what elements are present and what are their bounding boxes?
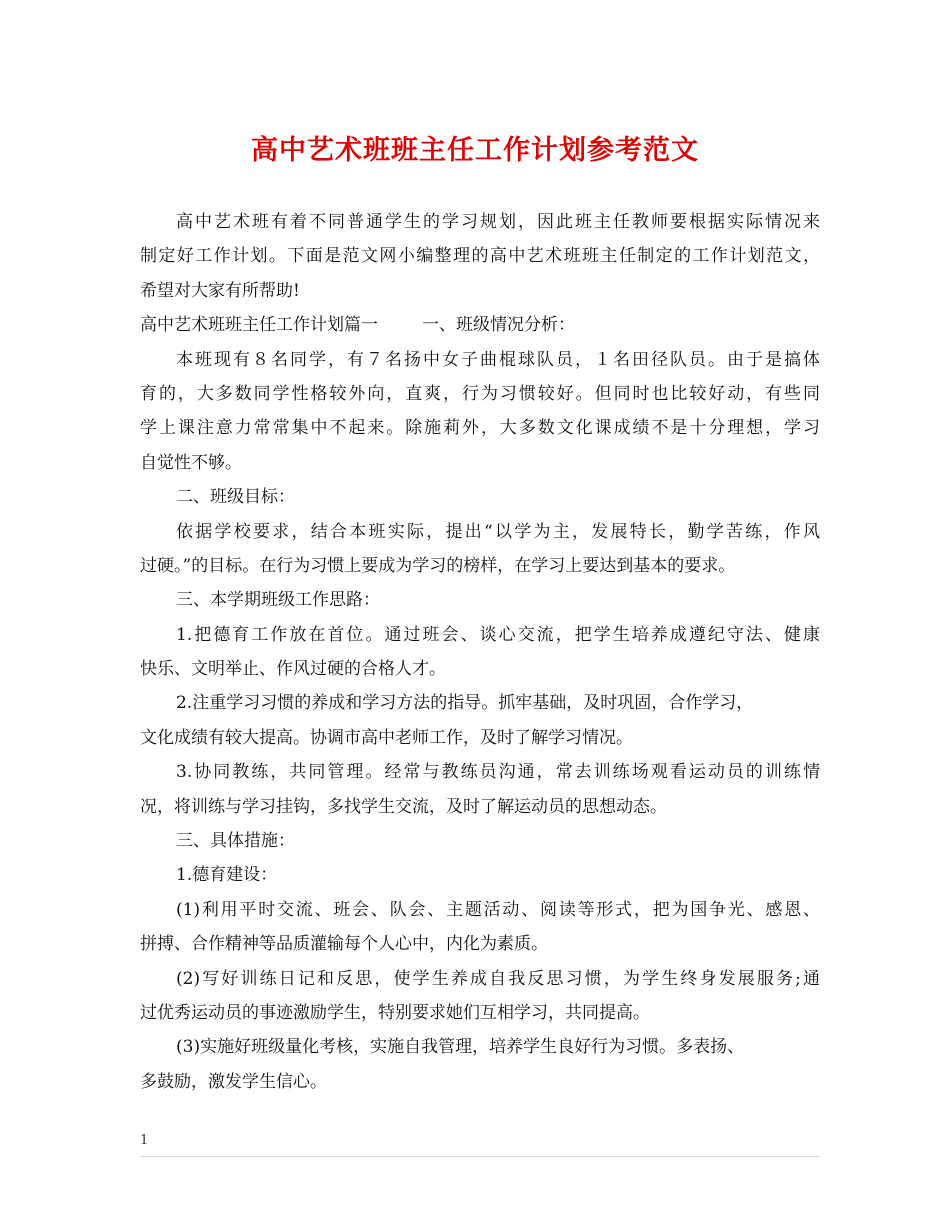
section-heading-line [140,308,820,342]
paragraph-line: 多鼓励，激发学生信心。 [140,1071,327,1092]
document-body [140,205,820,1099]
paragraph-line: 自觉性不够。 [140,452,242,473]
paragraph-line: 制定好工作计划。下面是范文网小编整理的高中艺术班班主任制定的工作计划范文， [140,246,820,267]
paragraph-line: 希望对大家有所帮助! [140,280,300,301]
paragraph-line: 本班现有８名同学，有７名扬中女子曲棍球队员，１名田径队员。由于是搞体 [176,349,820,370]
section-heading: 二、班级目标： [176,487,295,508]
paragraph-line: 学上课注意力常常集中不起来。除施莉外，大多数文化课成绩不是十分理想，学习 [140,418,820,439]
footer-divider [140,1156,820,1157]
paragraph-line: 过硬。”的目标。在行为习惯上要成为学习的榜样，在学习上要达到基本的要求。 [140,555,736,576]
paragraph-line: 快乐、文明举止、作风过硬的合格人才。 [140,659,446,680]
page-number: 1 [140,1133,149,1148]
paragraph-line: 育的，大多数同学性格较外向，直爽，行为习惯较好。但同时也比较好动，有些同 [140,383,820,404]
paragraph-line: 高中艺术班有着不同普通学生的学习规划，因此班主任教师要根据实际情况来 [176,212,820,232]
paragraph-line: 拼搏、合作精神等品质灌输每个人心中，内化为素质。 [140,934,548,955]
paragraph-line: 2.注重学习习惯的养成和学习方法的指导。抓牢基础，及时巩固，合作学习， [176,693,754,714]
paragraph-line: (2)写好训练日记和反思，使学生养成自我反思习惯，为学生终身发展服务;通 [176,968,820,989]
paragraph-line: 过优秀运动员的事迹激励学生，特别要求她们互相学习，共同提高。 [140,1002,650,1023]
paragraph-line: 3.协同教练，共同管理。经常与教练员沟通，常去训练场观看运动员的训练情 [176,762,820,783]
paragraph-line: 1.把德育工作放在首位。通过班会、谈心交流，把学生培养成遵纪守法、健康 [176,624,820,645]
paragraph-line: 文化成绩有较大提高。协调市高中老师工作，及时了解学习情况。 [140,727,633,748]
article-part-heading: 高中艺术班班主任工作计划篇一 [140,315,378,336]
section-heading: 三、具体措施： [176,831,295,852]
section-heading: 三、本学期班级工作思路： [176,590,380,611]
document-title: 高中艺术班班主任工作计划参考范文 [251,135,699,166]
paragraph-line: (3)实施好班级量化考核，实施自我管理，培养学生良好行为习惯。多表扬、 [176,1037,745,1058]
paragraph-line: (1)利用平时交流、班会、队会、主题活动、阅读等形式，把为国争光、感恩、 [176,899,820,920]
paragraph-line: 依据学校要求，结合本班实际，提出“以学为主，发展特长，勤学苦练，作风 [176,521,820,542]
paragraph-line: 况，将训练与学习挂钩，多找学生交流，及时了解运动员的思想动态。 [140,796,667,817]
subsection-heading: 1.德育建设： [176,865,278,886]
section-heading: 一、班级情况分析： [422,315,575,336]
